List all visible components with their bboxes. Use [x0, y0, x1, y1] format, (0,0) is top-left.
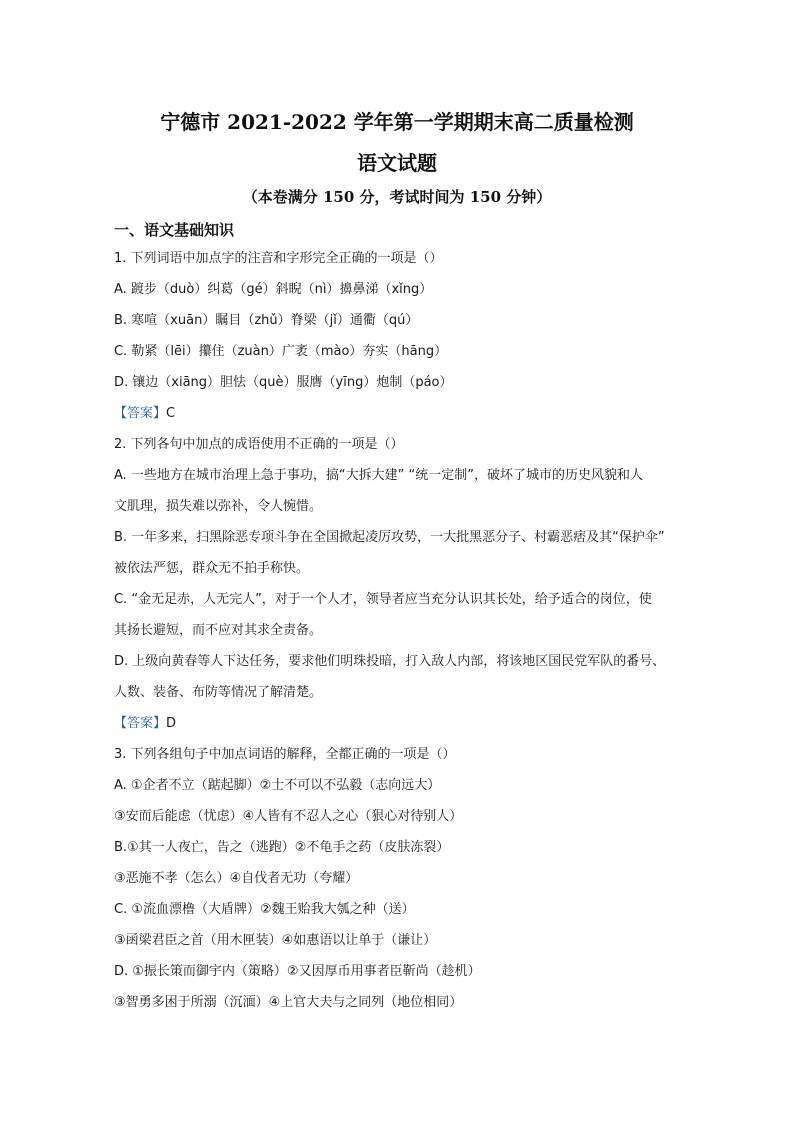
q3-line-3: B.①其一人夜亡，告之（逃跑）②不龟手之药（皮肤冻裂）: [114, 840, 450, 855]
q2-answer-value: D: [166, 716, 177, 731]
q1-option-c: C. 勒紧（lēi）攥住（zuàn）广袤（mào）夯实（hāng）: [114, 344, 448, 359]
q2-answer-tag: 【答案】: [114, 716, 167, 731]
q2-line-4: 被依法严惩，群众无不拍手称快。: [114, 561, 310, 576]
q2-line-6: 其扬长避短，而不应对其求全责备。: [114, 623, 323, 638]
exam-subtitle: 语文试题: [357, 151, 437, 175]
q1-option-d: D. 镶边（xiāng）胆怯（què）服膺（yīng）炮制（páo）: [114, 375, 453, 390]
q3-line-7: D. ①振长策而御宇内（策略）②又因厚币用事者臣靳尚（趁机）: [114, 964, 481, 979]
q2-answer: [114, 714, 684, 745]
q2-line-3: B. 一年多来，扫黑除恶专项斗争在全国掀起凌厉攻势，一大批黑恶分子、村霸恶痞及其“保护伞”: [114, 530, 665, 545]
q3-line-8: ③智勇多困于所溺（沉湎）④上官大夫与之同列（地位相同）: [114, 995, 463, 1010]
q1-answer-tag: 【答案】: [114, 406, 167, 421]
q1-option-b: B. 寒喧（xuān）瞩目（zhǔ）脊梁（jǐ）通衢（qú）: [114, 313, 419, 328]
q3-line-1: A. ①企者不立（踮起脚）②士不可以不弘毅（志向远大）: [114, 778, 441, 793]
q3-line-6: ③函梁君臣之首（用木匣装）④如惠语以让单于（谦让）: [114, 933, 437, 948]
q2-line-1: A. 一些地方在城市治理上急于事功，搞“大拆大建” “统一定制”，破坏了城市的历史风貌和人: [114, 468, 644, 483]
q1-option-a: A. 踱步（duò）纠葛（gé）斜睨（nì）擤鼻涕（xǐng）: [114, 282, 433, 297]
exam-title: 宁德市 2021-2022 学年第一学期期末高二质量检测: [160, 110, 634, 134]
q2-line-5: C. “金无足赤，人无完人”，对于一个人才，领导者应当充分认识其长处，给予适合的岗位，使: [114, 592, 652, 607]
q2-line-2: 文肌理，损失难以弥补，令人惋惜。: [114, 499, 323, 514]
q3-line-5: C. ①流血漂橹（大盾牌）②魏王贻我大瓠之种（送）: [114, 902, 415, 917]
q3-line-2: ③安而后能虑（忧虑）④人皆有不忍人之心（狠心对待别人）: [114, 809, 463, 824]
exam-note: （本卷满分 150 分，考试时间为 150 分钟）: [242, 188, 552, 206]
q1-answer: [114, 404, 684, 435]
questions: [114, 249, 684, 1024]
section-heading: 一、语文基础知识: [114, 221, 235, 239]
q2-stem: 2. 下列各句中加点的成语使用不正确的一项是（）: [114, 437, 404, 452]
q3-line-4: ③恶施不孝（怎么）④自伐者无功（夸耀）: [114, 871, 359, 886]
q2-line-8: 人数、装备、布防等情况了解清楚。: [114, 685, 323, 700]
q1-answer-value: C: [166, 406, 176, 421]
q3-stem: 3. 下列各组句子中加点词语的解释，全都正确的一项是（）: [114, 747, 456, 762]
q2-line-7: D. 上级向黄春等人下达任务，要求他们明珠投暗，打入敌人内部，将该地区国民党军队的番号、: [114, 654, 666, 669]
q1-stem: 1. 下列词语中加点字的注音和字形完全正确的一项是（）: [114, 251, 443, 266]
